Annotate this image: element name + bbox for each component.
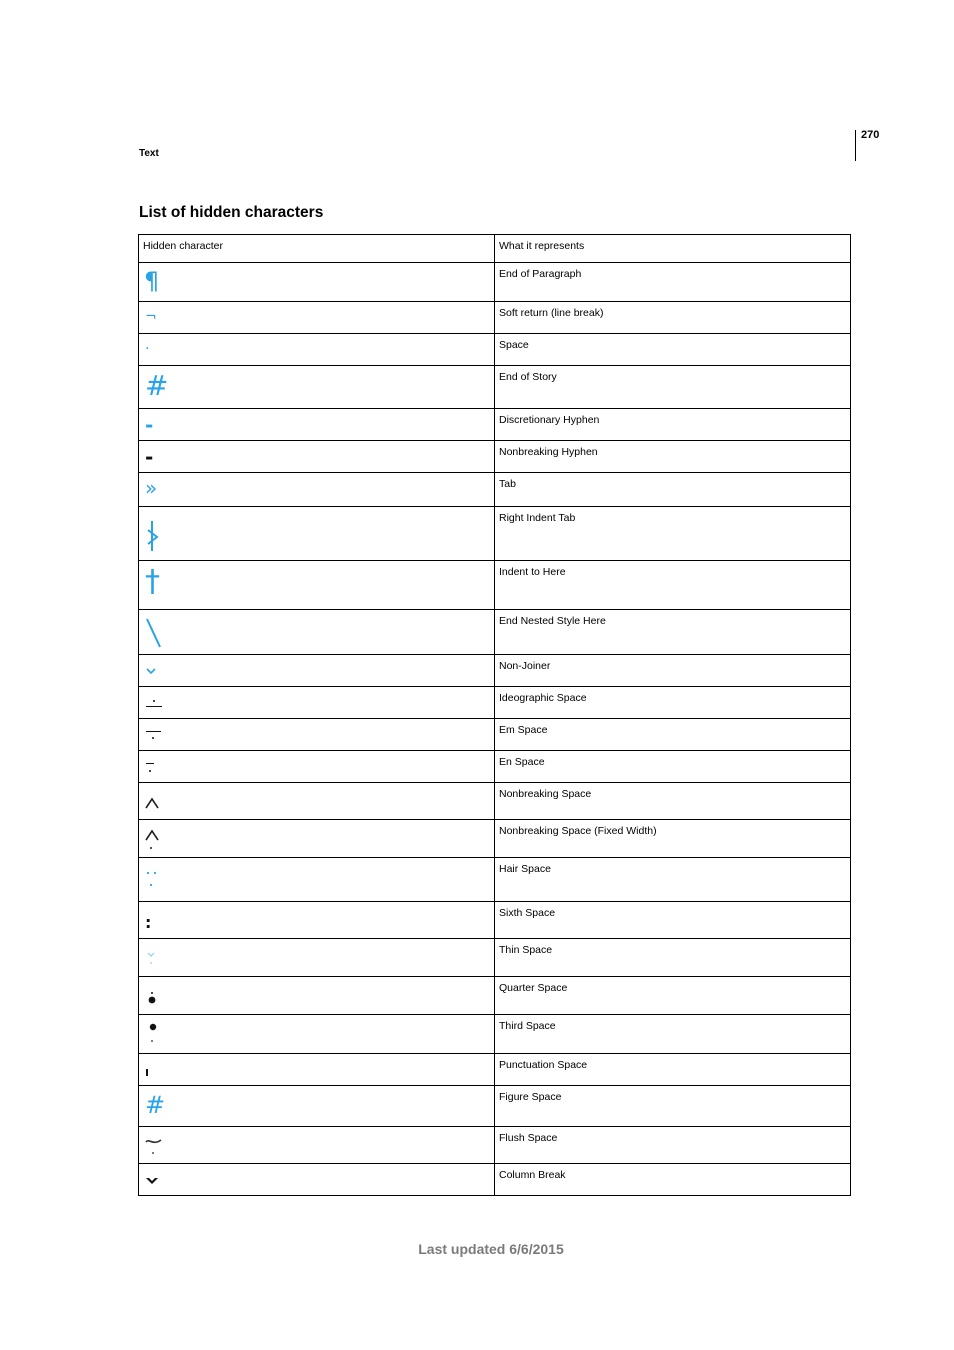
page-number: 270 — [861, 129, 880, 141]
column-header-hidden-character: Hidden character — [139, 235, 495, 263]
table-row — [139, 655, 851, 687]
table-row — [139, 751, 851, 783]
glyph-cell — [139, 610, 495, 655]
description-cell: Indent to Here — [495, 561, 851, 610]
flush-space-icon — [145, 1135, 163, 1157]
sixth-space-icon: : — [145, 913, 152, 932]
glyph-cell — [139, 1127, 495, 1164]
hair-space-icon — [145, 870, 159, 888]
column-header-what-it-represents: What it represents — [495, 235, 851, 263]
description-cell: Ideographic Space — [495, 687, 851, 719]
description-cell: Nonbreaking Space — [495, 783, 851, 820]
footer-last-updated: Last updated 6/6/2015 — [418, 1241, 564, 1257]
thin-space-icon — [145, 951, 157, 965]
header-rule — [855, 130, 856, 161]
table-row — [139, 1054, 851, 1086]
table-row — [139, 334, 851, 366]
table-row — [139, 1164, 851, 1196]
glyph-cell — [139, 263, 495, 302]
glyph-cell — [139, 858, 495, 902]
table-row — [139, 939, 851, 977]
glyph-cell — [139, 441, 495, 473]
glyph-cell — [139, 561, 495, 610]
table-row — [139, 507, 851, 561]
table-row — [139, 687, 851, 719]
description-cell: End of Story — [495, 366, 851, 409]
table-row — [139, 561, 851, 610]
glyph-cell — [139, 977, 495, 1015]
glyph-cell — [139, 1164, 495, 1196]
description-cell: Non-Joiner — [495, 655, 851, 687]
table-row — [139, 441, 851, 473]
glyph-cell — [139, 366, 495, 409]
description-cell: Sixth Space — [495, 902, 851, 939]
table-header-row — [139, 235, 851, 263]
discretionary-hyphen-icon: - — [145, 413, 154, 437]
description-cell: Discretionary Hyphen — [495, 409, 851, 441]
end-of-story-icon: # — [145, 369, 169, 402]
table-row — [139, 902, 851, 939]
description-cell: Column Break — [495, 1164, 851, 1196]
glyph-cell — [139, 719, 495, 751]
section-title: List of hidden characters — [139, 204, 324, 221]
table-row — [139, 409, 851, 441]
right-indent-tab-icon — [145, 521, 161, 551]
space-dot-icon: · — [145, 341, 150, 357]
description-cell: Space — [495, 334, 851, 366]
glyph-cell — [139, 655, 495, 687]
description-cell: End Nested Style Here — [495, 610, 851, 655]
indent-to-here-icon: † — [145, 564, 160, 599]
hidden-characters-table — [138, 234, 851, 1196]
description-cell: Soft return (line break) — [495, 302, 851, 334]
description-cell: Nonbreaking Space (Fixed Width) — [495, 820, 851, 858]
glyph-cell — [139, 1054, 495, 1086]
glyph-cell — [139, 409, 495, 441]
table-row — [139, 1127, 851, 1164]
non-joiner-icon — [145, 667, 157, 675]
description-cell: Em Space — [495, 719, 851, 751]
table-row — [139, 1086, 851, 1127]
glyph-cell — [139, 334, 495, 366]
table-row — [139, 1015, 851, 1054]
table-row — [139, 858, 851, 902]
description-cell: End of Paragraph — [495, 263, 851, 302]
description-cell: Nonbreaking Hyphen — [495, 441, 851, 473]
description-cell: Figure Space — [495, 1086, 851, 1127]
table-row — [139, 719, 851, 751]
glyph-cell — [139, 687, 495, 719]
nonbreaking-space-icon — [145, 797, 159, 809]
description-cell: Third Space — [495, 1015, 851, 1054]
description-cell: Hair Space — [495, 858, 851, 902]
quarter-space-icon — [145, 990, 157, 1006]
tab-icon: » — [145, 476, 158, 500]
figure-space-icon: # — [145, 1091, 166, 1119]
description-cell: En Space — [495, 751, 851, 783]
description-cell: Punctuation Space — [495, 1054, 851, 1086]
table-row — [139, 263, 851, 302]
glyph-cell — [139, 1015, 495, 1054]
glyph-cell — [139, 820, 495, 858]
end-nested-style-icon — [145, 618, 163, 648]
glyph-cell — [139, 302, 495, 334]
description-cell: Flush Space — [495, 1127, 851, 1164]
table-row — [139, 302, 851, 334]
third-space-icon — [145, 1023, 157, 1047]
description-cell: Tab — [495, 473, 851, 507]
glyph-cell — [139, 902, 495, 939]
table-row — [139, 977, 851, 1015]
paragraph-mark-icon: ¶ — [144, 267, 160, 295]
running-head: Text — [139, 148, 159, 159]
glyph-cell — [139, 939, 495, 977]
glyph-cell — [139, 751, 495, 783]
glyph-cell — [139, 783, 495, 820]
glyph-cell — [139, 507, 495, 561]
column-break-icon — [145, 1176, 159, 1186]
table-row — [139, 783, 851, 820]
table-row — [139, 366, 851, 409]
soft-return-icon: ¬ — [145, 309, 157, 325]
nonbreaking-space-fixed-icon — [145, 829, 159, 851]
table-row — [139, 473, 851, 507]
description-cell: Quarter Space — [495, 977, 851, 1015]
description-cell: Thin Space — [495, 939, 851, 977]
description-cell: Right Indent Tab — [495, 507, 851, 561]
glyph-cell — [139, 1086, 495, 1127]
table-row — [139, 610, 851, 655]
nonbreaking-hyphen-icon: - — [145, 445, 154, 469]
glyph-cell — [139, 473, 495, 507]
table-row — [139, 820, 851, 858]
